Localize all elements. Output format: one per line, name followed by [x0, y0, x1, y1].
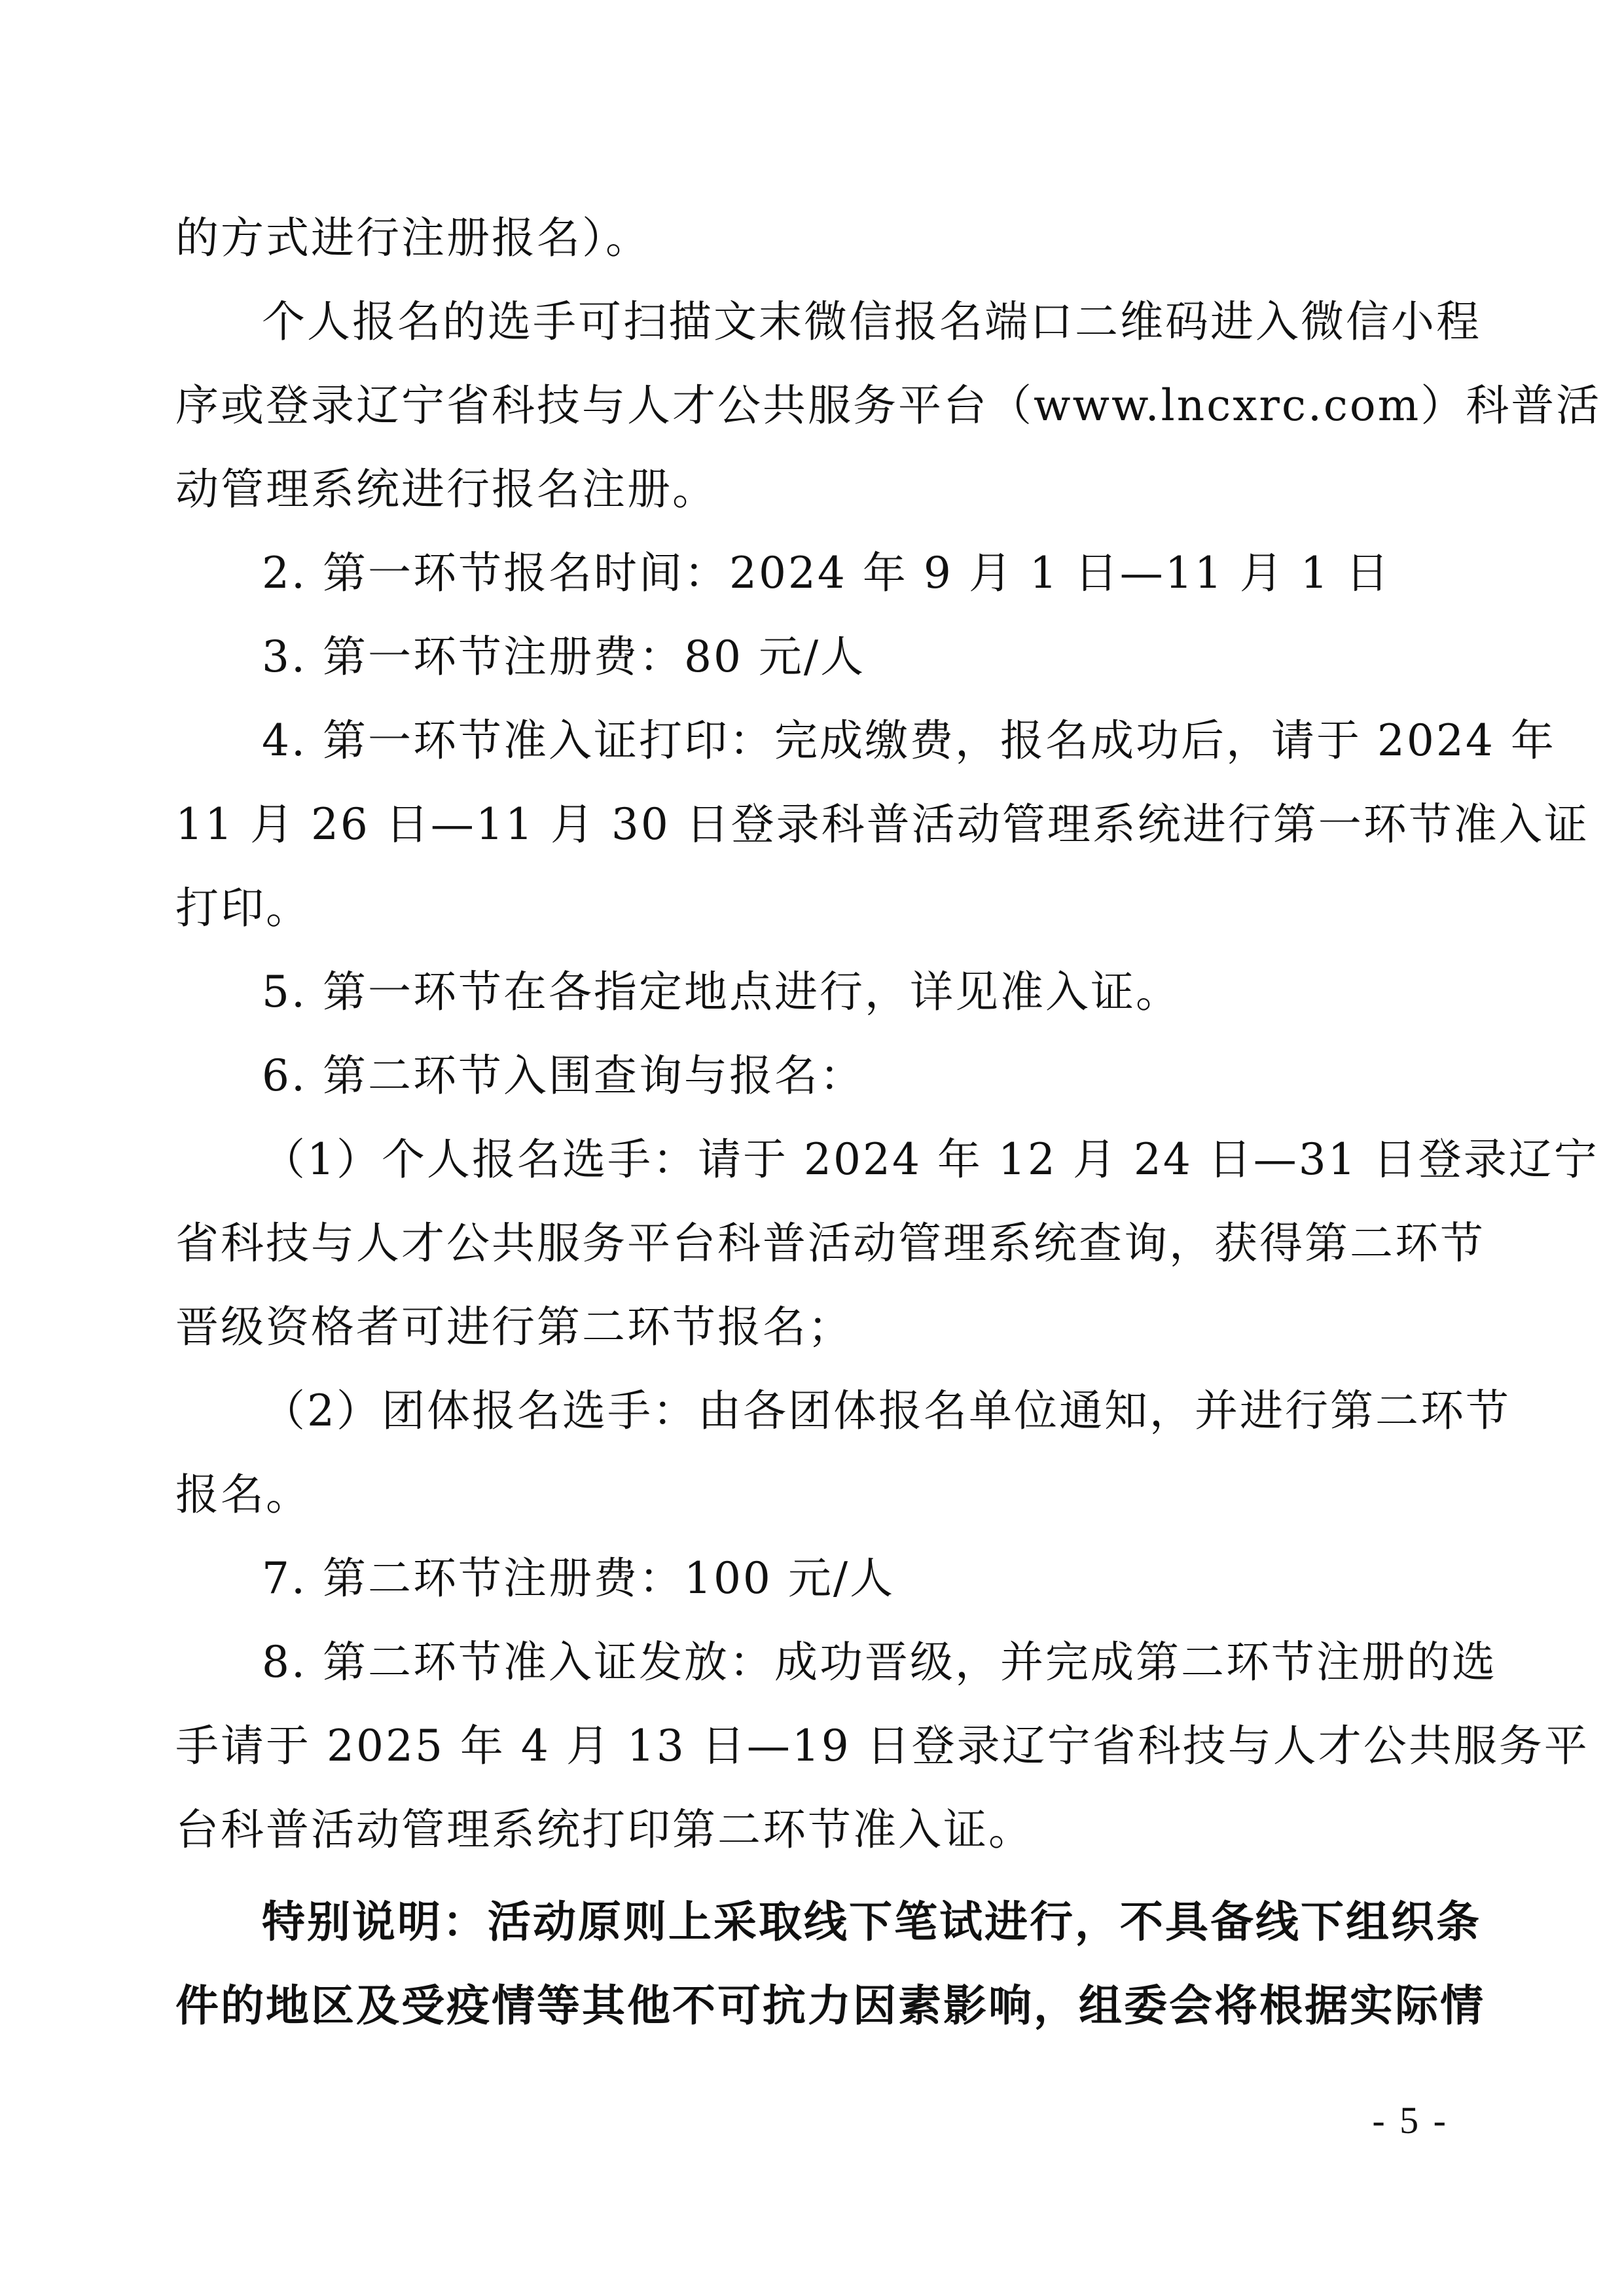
text-line: 4. 第一环节准入证打印：完成缴费，报名成功后，请于 2024 年	[262, 715, 1556, 766]
text-line: 11 月 26 日—11 月 30 日登录科普活动管理系统进行第一环节准入证	[175, 799, 1589, 850]
text-line: （1）个人报名选手：请于 2024 年 12 月 24 日—31 日登录辽宁	[262, 1134, 1599, 1185]
text-line: 打印。	[175, 883, 311, 933]
text-line: （2）团体报名选手：由各团体报名单位通知，并进行第二环节	[262, 1386, 1511, 1436]
text-line: 8. 第二环节准入证发放：成功晋级，并完成第二环节注册的选	[262, 1637, 1497, 1687]
text-line: 序或登录辽宁省科技与人才公共服务平台（www.lncxrc.com）科普活	[175, 380, 1602, 431]
text-line: 个人报名的选手可扫描文末微信报名端口二维码进入微信小程	[262, 296, 1481, 347]
text-line: 2. 第一环节报名时间：2024 年 9 月 1 日—11 月 1 日	[262, 548, 1391, 598]
text-line: 7. 第二环节注册费：100 元/人	[262, 1553, 895, 1604]
text-line: 5. 第一环节在各指定地点进行，详见准入证。	[262, 967, 1181, 1017]
special-note-line: 特别说明：活动原则上采取线下笔试进行，不具备线下组织条	[262, 1896, 1481, 1947]
text-line: 动管理系统进行报名注册。	[175, 464, 717, 514]
text-line: 台科普活动管理系统打印第二环节准入证。	[175, 1804, 1034, 1855]
text-line: 6. 第二环节入围查询与报名：	[262, 1050, 865, 1101]
text-line: 3. 第一环节注册费：80 元/人	[262, 632, 866, 682]
text-line: 的方式进行注册报名）。	[175, 213, 651, 263]
document-body	[175, 196, 1602, 2047]
page-number: - 5 -	[1372, 2099, 1449, 2142]
text-line: 手请于 2025 年 4 月 13 日—19 日登录辽宁省科技与人才公共服务平	[175, 1721, 1589, 1771]
text-line: 报名。	[175, 1469, 311, 1520]
special-note-line: 件的地区及受疫情等其他不可抗力因素影响，组委会将根据实际情	[175, 1980, 1485, 2031]
text-line: 晋级资格者可进行第二环节报名；	[175, 1302, 853, 1352]
text-line: 省科技与人才公共服务平台科普活动管理系统查询，获得第二环节	[175, 1218, 1485, 1268]
